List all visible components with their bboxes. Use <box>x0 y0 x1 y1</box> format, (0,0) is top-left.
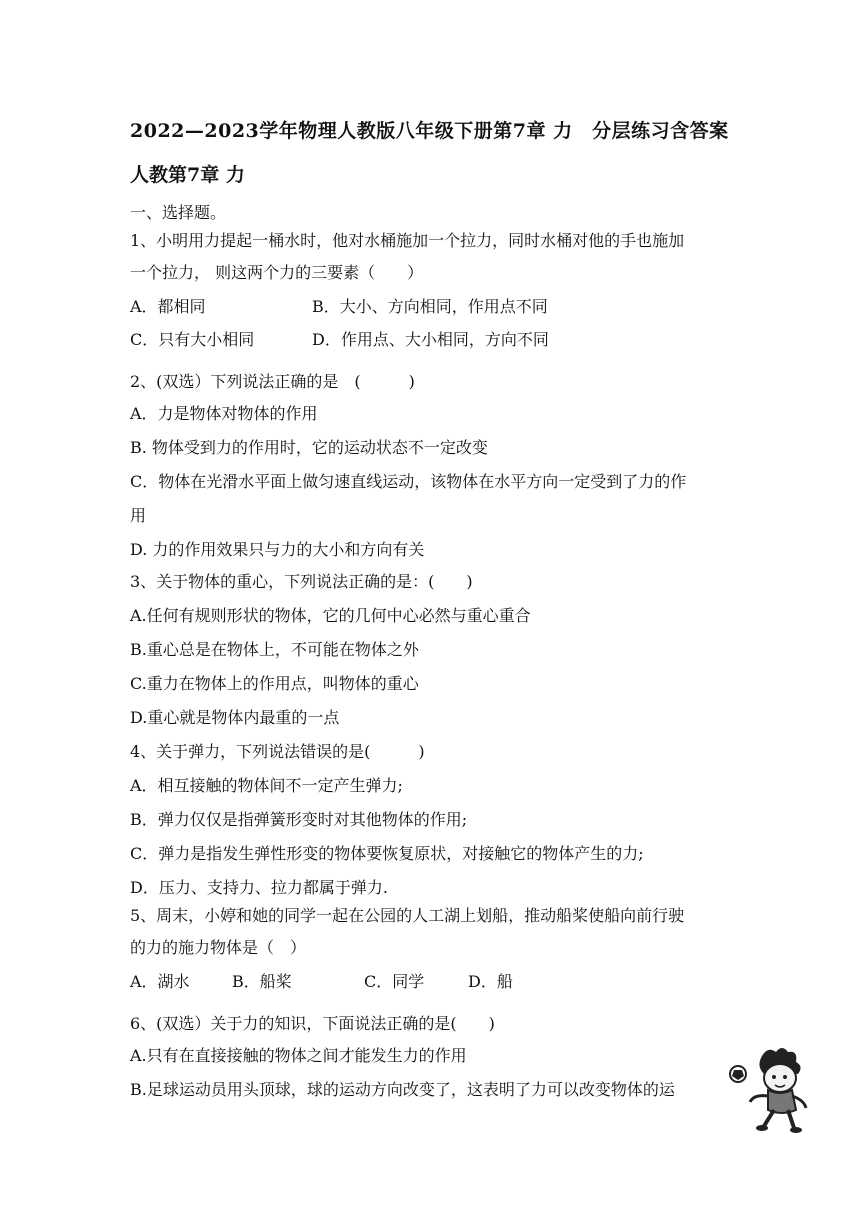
q4-option-a: A．相互接触的物体间不一定产生弹力; <box>130 776 403 795</box>
q4-option-b: B．弹力仅仅是指弹簧形变时对其他物体的作用; <box>130 810 468 829</box>
q3-option-a: A.任何有规则形状的物体，它的几何中心必然与重心重合 <box>130 606 531 625</box>
q5-option-b: B．船桨 <box>232 972 292 991</box>
q2-option-a: A．力是物体对物体的作用 <box>130 404 318 423</box>
q5-options-row <box>130 971 730 993</box>
q6-option-b: B.足球运动员用头顶球，球的运动方向改变了，这表明了力可以改变物体的运 <box>130 1080 675 1099</box>
q1-option-a: A．都相同 <box>130 297 206 316</box>
q3-stem: 3、关于物体的重心，下列说法正确的是：( ) <box>130 572 473 591</box>
q5-stem-line1: 5、周末，小婷和她的同学一起在公园的人工湖上划船，推动船桨使船向前行驶 <box>130 906 685 925</box>
section-heading: 一、选择题。 <box>130 203 227 222</box>
q1-option-b: B．大小、方向相同，作用点不同 <box>312 297 548 316</box>
q3-option-c: C.重力在物体上的作用点，叫物体的重心 <box>130 674 419 693</box>
q5-option-d: D．船 <box>468 972 513 991</box>
q4-option-d: D．压力、支持力、拉力都属于弹力. <box>130 878 388 897</box>
q3-option-d: D.重心就是物体内最重的一点 <box>130 708 340 727</box>
q4-stem: 4、关于弹力，下列说法错误的是( ) <box>130 742 425 761</box>
q5-option-a: A．湖水 <box>130 972 190 991</box>
chapter-heading: 人教第7章 力 <box>130 164 245 186</box>
mascot-figure-icon <box>724 1044 814 1134</box>
document-title: 2022—2023学年物理人教版八年级下册第7章 力 分层练习含答案 <box>130 120 729 142</box>
q2-option-d: D. 力的作用效果只与力的大小和方向有关 <box>130 540 425 559</box>
q5-stem-line2: 的力的施力物体是（ ） <box>130 938 307 957</box>
q1-options-row2 <box>130 329 730 351</box>
q1-stem-line2: 一个拉力， 则这两个力的三要素（ ） <box>130 263 424 282</box>
q4-option-c: C．弹力是指发生弹性形变的物体要恢复原状，对接触它的物体产生的力; <box>130 844 644 863</box>
q6-stem: 6、(双选）关于力的知识，下面说法正确的是( ) <box>130 1014 495 1033</box>
q2-option-c-line2: 用 <box>130 506 147 525</box>
q5-option-c: C．同学 <box>364 972 425 991</box>
q1-stem-line1: 1、小明用力提起一桶水时，他对水桶施加一个拉力，同时水桶对他的手也施加 <box>130 231 685 250</box>
q1-option-c: C．只有大小相同 <box>130 330 255 349</box>
q2-option-c-line1: C．物体在光滑水平面上做匀速直线运动，该物体在水平方向一定受到了力的作 <box>130 472 687 491</box>
q2-stem: 2、(双选）下列说法正确的是 ( ) <box>130 372 415 391</box>
q1-options-row1 <box>130 296 730 318</box>
q1-option-d: D．作用点、大小相同，方向不同 <box>312 330 549 349</box>
q6-option-a: A.只有在直接接触的物体之间才能发生力的作用 <box>130 1046 467 1065</box>
q3-option-b: B.重心总是在物体上，不可能在物体之外 <box>130 640 419 659</box>
q2-option-b: B. 物体受到力的作用时，它的运动状态不一定改变 <box>130 438 488 457</box>
